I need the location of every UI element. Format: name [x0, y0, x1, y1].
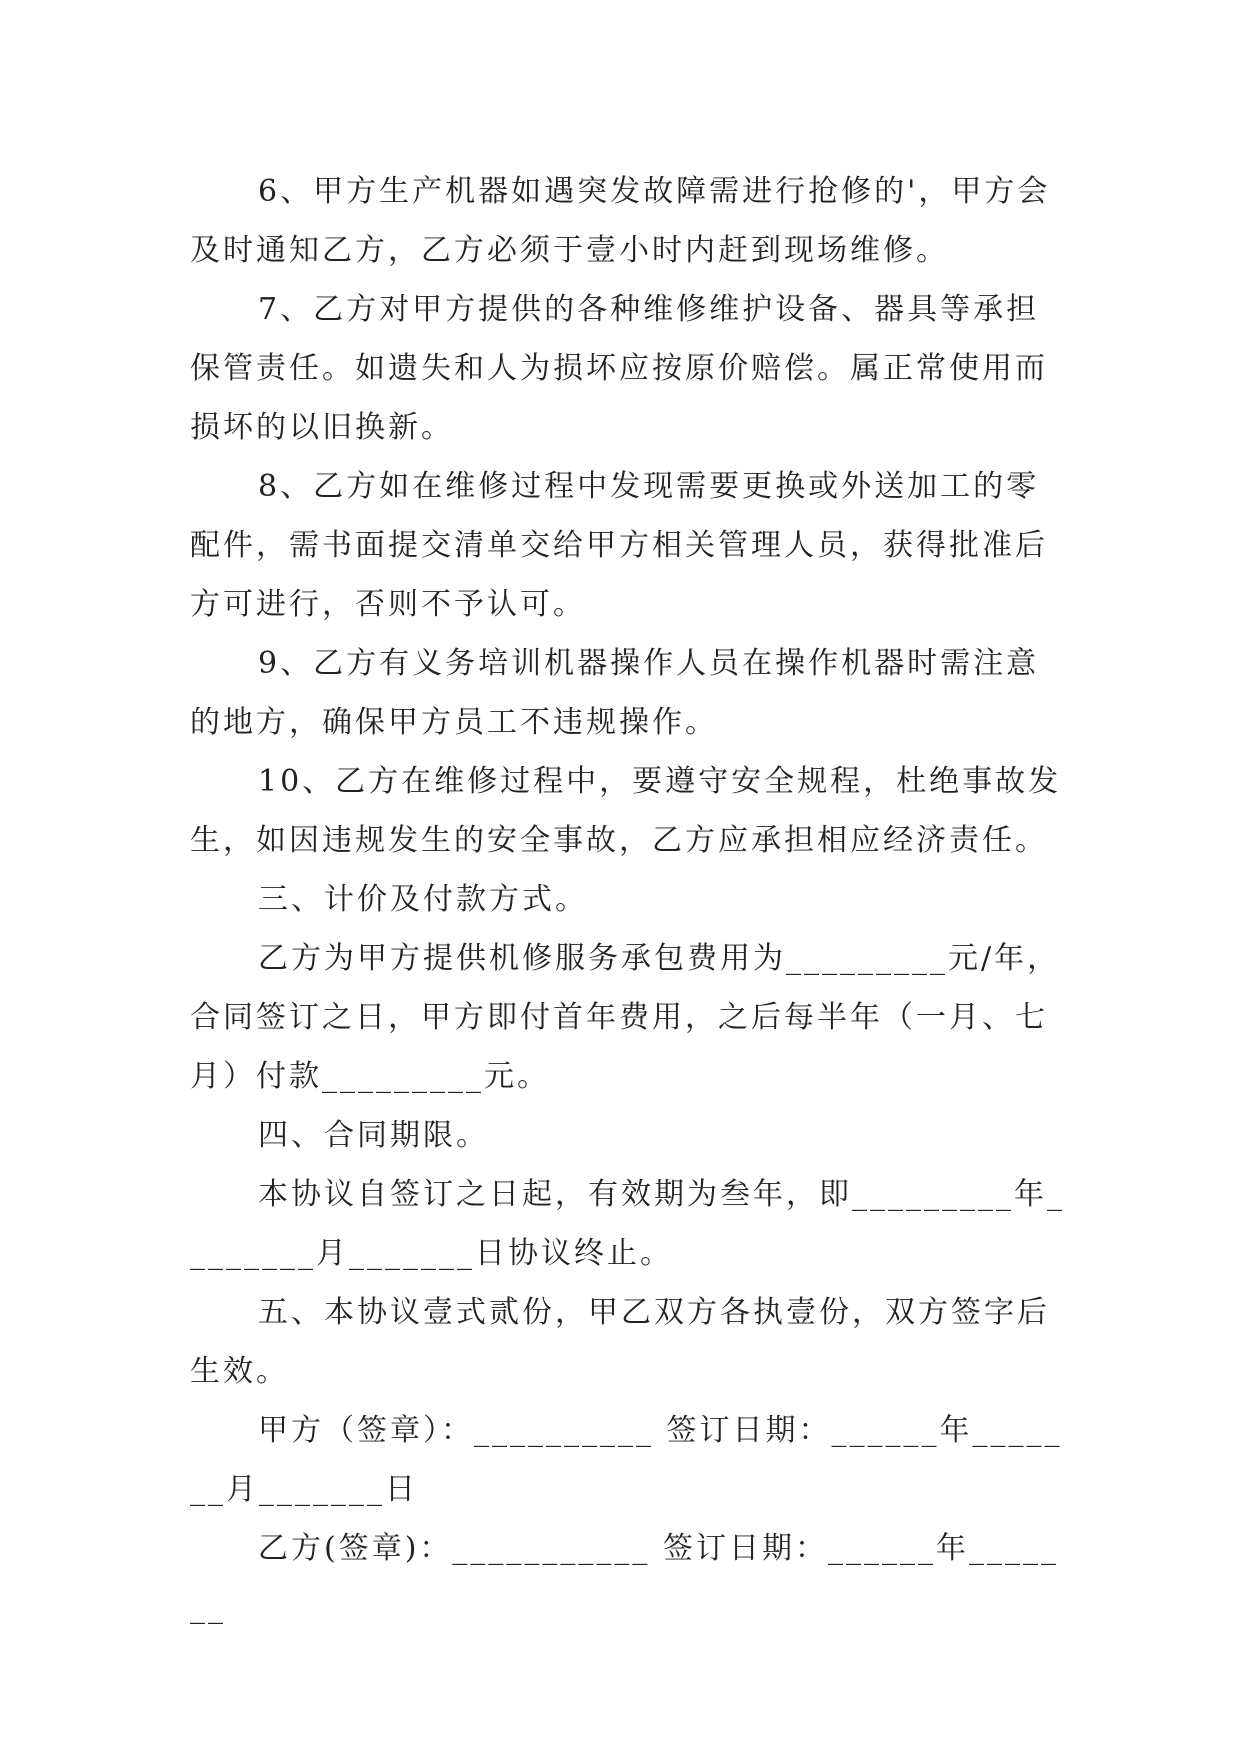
clause-6-paragraph: 6、甲方生产机器如遇突发故障需进行抢修的'，甲方会及时通知乙方，乙方必须于壹小时内赶到现场维修。 [190, 174, 1051, 268]
section-5-paragraph: 五、本协议壹式贰份，甲乙双方各执壹份，双方签字后生效。 [190, 1295, 1050, 1389]
payment-paragraph: 乙方为甲方提供机修服务承包费用为_________元/年，合同签订之日，甲方即付首年费用，之后每半年（一月、七月）付款_________元。 [190, 941, 1061, 1094]
clause-7-paragraph: 7、乙方对甲方提供的各种维修维护设备、器具等承担保管责任。如遗失和人为损坏应按原价赔偿。属正常使用而损坏的以旧换新。 [190, 292, 1048, 445]
term-paragraph: 本协议自签订之日起，有效期为叁年，即_________年________月_______日协议终止。 [190, 1177, 1065, 1271]
clause-9-paragraph: 9、乙方有义务培训机器操作人员在操作机器时需注意的地方，确保甲方员工不违规操作。 [190, 646, 1040, 740]
party-b-signature-line: 乙方(签章)：___________ 签订日期：______年_______ [190, 1531, 1059, 1625]
clause-10-paragraph: 10、乙方在维修过程中，要遵守安全规程，杜绝事故发生，如因违规发生的安全事故，乙方应承担相应经济责任。 [190, 764, 1062, 858]
party-a-signature-line: 甲方（签章）：__________ 签订日期：______年_______月_______日 [190, 1413, 1063, 1507]
section-4-heading: 四、合同期限。 [258, 1118, 489, 1153]
clause-8-paragraph: 8、乙方如在维修过程中发现需要更换或外送加工的零配件，需书面提交清单交给甲方相关管理人员，获得批准后方可进行，否则不予认可。 [190, 469, 1048, 622]
section-3-heading: 三、计价及付款方式。 [258, 882, 588, 917]
document-body [190, 162, 1070, 1637]
